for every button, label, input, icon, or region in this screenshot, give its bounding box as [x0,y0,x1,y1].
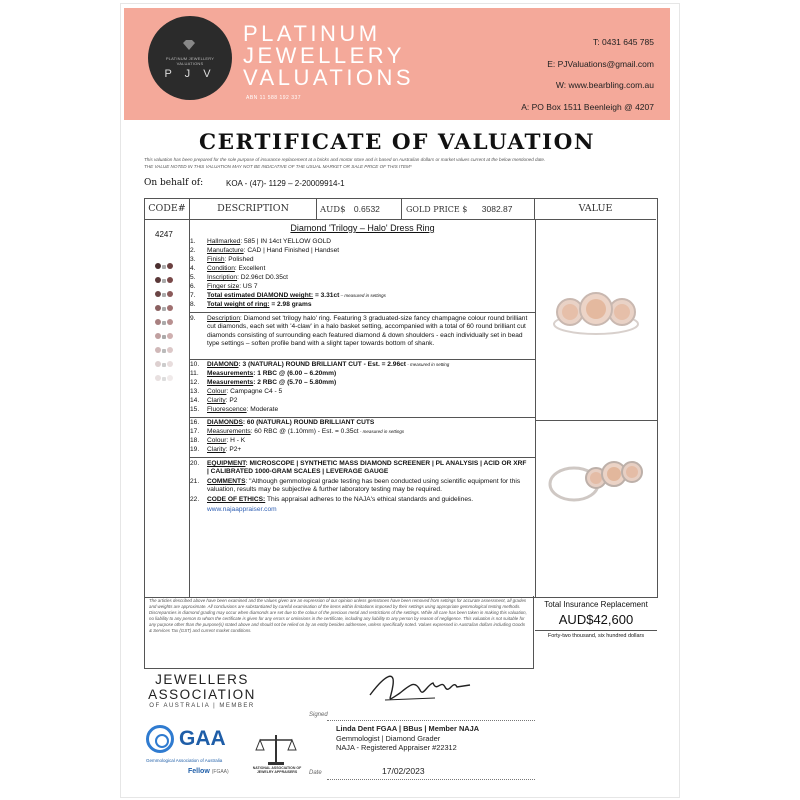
insurance-value-box [535,600,657,651]
signer-details: Linda Dent FGAA | BBus | Member NAJA Gemmologist | Diamond Grader NAJA - Registered Appraiser #22312 [336,724,480,752]
code-column [145,220,190,597]
naja-link[interactable]: www.najaappraiser.com [207,506,277,513]
valuation-table: CODE# DESCRIPTION AUD$ 0.6532 GOLD PRICE $ 3082.87 VALUE 4247 Diamond 'Trilogy – Halo' Dress Ring 1. Hallmarked: 585 | IN 14ct YELLOW GOLD 2. Manufacture: CAD | Hand Finished | Handset 3. Finish: Polished 4. Condition: Excellent 5. Inscription: D2.96ct D0.35ct 6. Finger size: US 7 7. Total estimated DIAMOND weight: = 3.31ct – measured in settings 8. Total weight of ring: = 2.98 grams 9. Description: Diamond set 'trilogy halo' ring. Featuring 3 graduated-size fancy champagne colour round brilliant cut diamonds, each set with '4-claw' in a halo basket setting, accompanied with a total of 60 round brilliant cut diamonds consisting of surrounding each featured diamond & down shoulders - each individually set in bead type settings – soften profile band with a slight taper towards bottom of shank. 10. DIAMOND: 3 (NATURAL) ROUND BRILLIANT CUT - Est. = 2.96ct - measured in setting 11. Measurements: 1 RBC @ (6.00 – 6.20mm) 12. Measurements: 2 RBC @ (5.70 – 5.80mm) 13. Colour: Campagne C4 - 5 14. Clarity: P2 15. Fluorescence: Moderate 16. DIAMONDS: 60 (NATURAL) ROUND BRILLIANT CUTS 17. Measurements: 60 RBC @ (1.10mm) - Est. = 0.35ct - measured in settings 18. Colour: H - K 19. Clarity: P2+ 20. EQUIPMENT: MICROSCOPE | SYNTHETIC MASS DIAMOND SCREENER | PL ANALYSIS | ACID OR XRF | CALIBRATED 1000-GRAM SCALES | LEVERAGE GAUGE 21. COMMENTS: "Although gemmological grade testing has been conducted using scientific equipment for this valuation, results may be subjective & further laboratory testing may be required. 22. CODE OF ETHICS: This appraisal adheres to the NAJA's ethical standards and guidelines. www.najaappraiser.com [144,198,658,598]
logo-small-text: PLATINUM JEWELLERY VALUATIONS [165,56,215,66]
colour-swatch-icon [155,284,179,291]
page-title: CERTIFICATE OF VALUATION [199,130,595,155]
scales-icon [250,732,302,766]
colour-swatch-icon [155,298,179,305]
colour-swatch-icon [155,340,179,347]
logo-initials: P J V [164,68,216,80]
on-behalf-of: On behalf of: KOA - (47)- 1129 – 2-20009914-1 [144,178,345,188]
contact-details [521,32,654,118]
insurance-value: AUD$42,600 [558,612,634,627]
divider [190,359,535,360]
disclaimer: This valuation has been prepared for the sole purpose of insurance replacement at a bricks and mortar store and is based on Australian dollars or market values current at the below mentioned date. THE VALUE NOTED IN THIS VALUATION MAY NOT BE INDICATIVE OF THE USUAL MARKET OR SALE PRICE OF THIS ITEM* [144,157,546,169]
insurance-words: Forty-two thousand, six hundred dollars [535,630,657,639]
header-value: VALUE [535,199,656,220]
phone: T: 0431 645 785 [593,37,654,47]
header-gold-price: GOLD PRICE $ 3082.87 [402,199,535,220]
brand-name: PLATINUM JEWELLERY VALUATIONS [243,21,415,90]
jewellers-association-logo: JEWELLERS ASSOCIATION OF AUSTRALIA | MEMBER [148,672,256,709]
ring-photo-side [546,448,644,506]
header-aud: AUD$ 0.6532 [317,199,402,220]
signature [365,665,475,707]
photo-column [535,220,657,597]
ring-title: Diamond 'Trilogy – Halo' Dress Ring [290,223,435,233]
header-description: DESCRIPTION [190,199,317,220]
naja-logo: NATIONAL ASSOCIATION OF JEWELRY APPRAISERS [250,732,302,771]
footnote: The articles described above have been examined and the values given are an expression of our opinion unless gemstones have been removed from settings for accurate assessment, all grades and weights are approximate. All conclusions are substantiated by careful examination of the items within limitations imposed by their settings using appropriate gemmological testing methods. Discrepancies in diamond grading may occur when diamonds are set due to the colour of the precious metal and restrictions of the settings. While all care has been taken in making this valuation, no liability to any person to whom the certificate is given for any errors or omissions in the certificate, including any liability to any person by reason of negligence. This valuation is not suitable for any purpose other than the purpose(s) stated above and should not be relied on by an entity besides addressee, unless specifically noted. Values expressed in Australian dollars including Goods & Services Tax (GST) and current market conditions. [144,596,534,669]
date-label: Date [309,770,322,776]
diamond-icon [183,40,195,50]
signature-line [327,720,535,721]
colour-swatch-icon [155,354,179,361]
colour-swatch-icon [155,326,179,333]
ring-photo-top [550,282,642,340]
postal-address: A: PO Box 1511 Beenleigh @ 4207 [521,101,654,112]
gaa-ring-icon [146,725,174,753]
date-value: 17/02/2023 [382,766,425,776]
date-line [327,779,535,780]
client-reference: KOA - (47)- 1129 – 2-20009914-1 [226,179,345,188]
divider [190,457,535,458]
colour-swatch-icon [155,256,179,263]
email: E: PJValuations@gmail.com [547,58,654,69]
header-code: CODE# [145,199,190,220]
abn-number: ABN 11 588 192 337 [246,95,302,101]
item-code: 4247 [155,230,173,239]
divider [190,417,535,418]
pjv-logo [148,16,232,100]
website: W: www.bearbling.com.au [555,80,654,90]
photo-divider [536,420,657,421]
signed-label: Signed [309,712,328,718]
colour-swatch-icon [155,270,179,277]
insurance-label: Total Insurance Replacement [544,600,648,609]
divider [190,312,535,313]
fellow-badge: Fellow (FGAA) [188,768,229,775]
colour-swatch-icon [155,312,179,319]
colour-swatch-icon [155,368,179,375]
